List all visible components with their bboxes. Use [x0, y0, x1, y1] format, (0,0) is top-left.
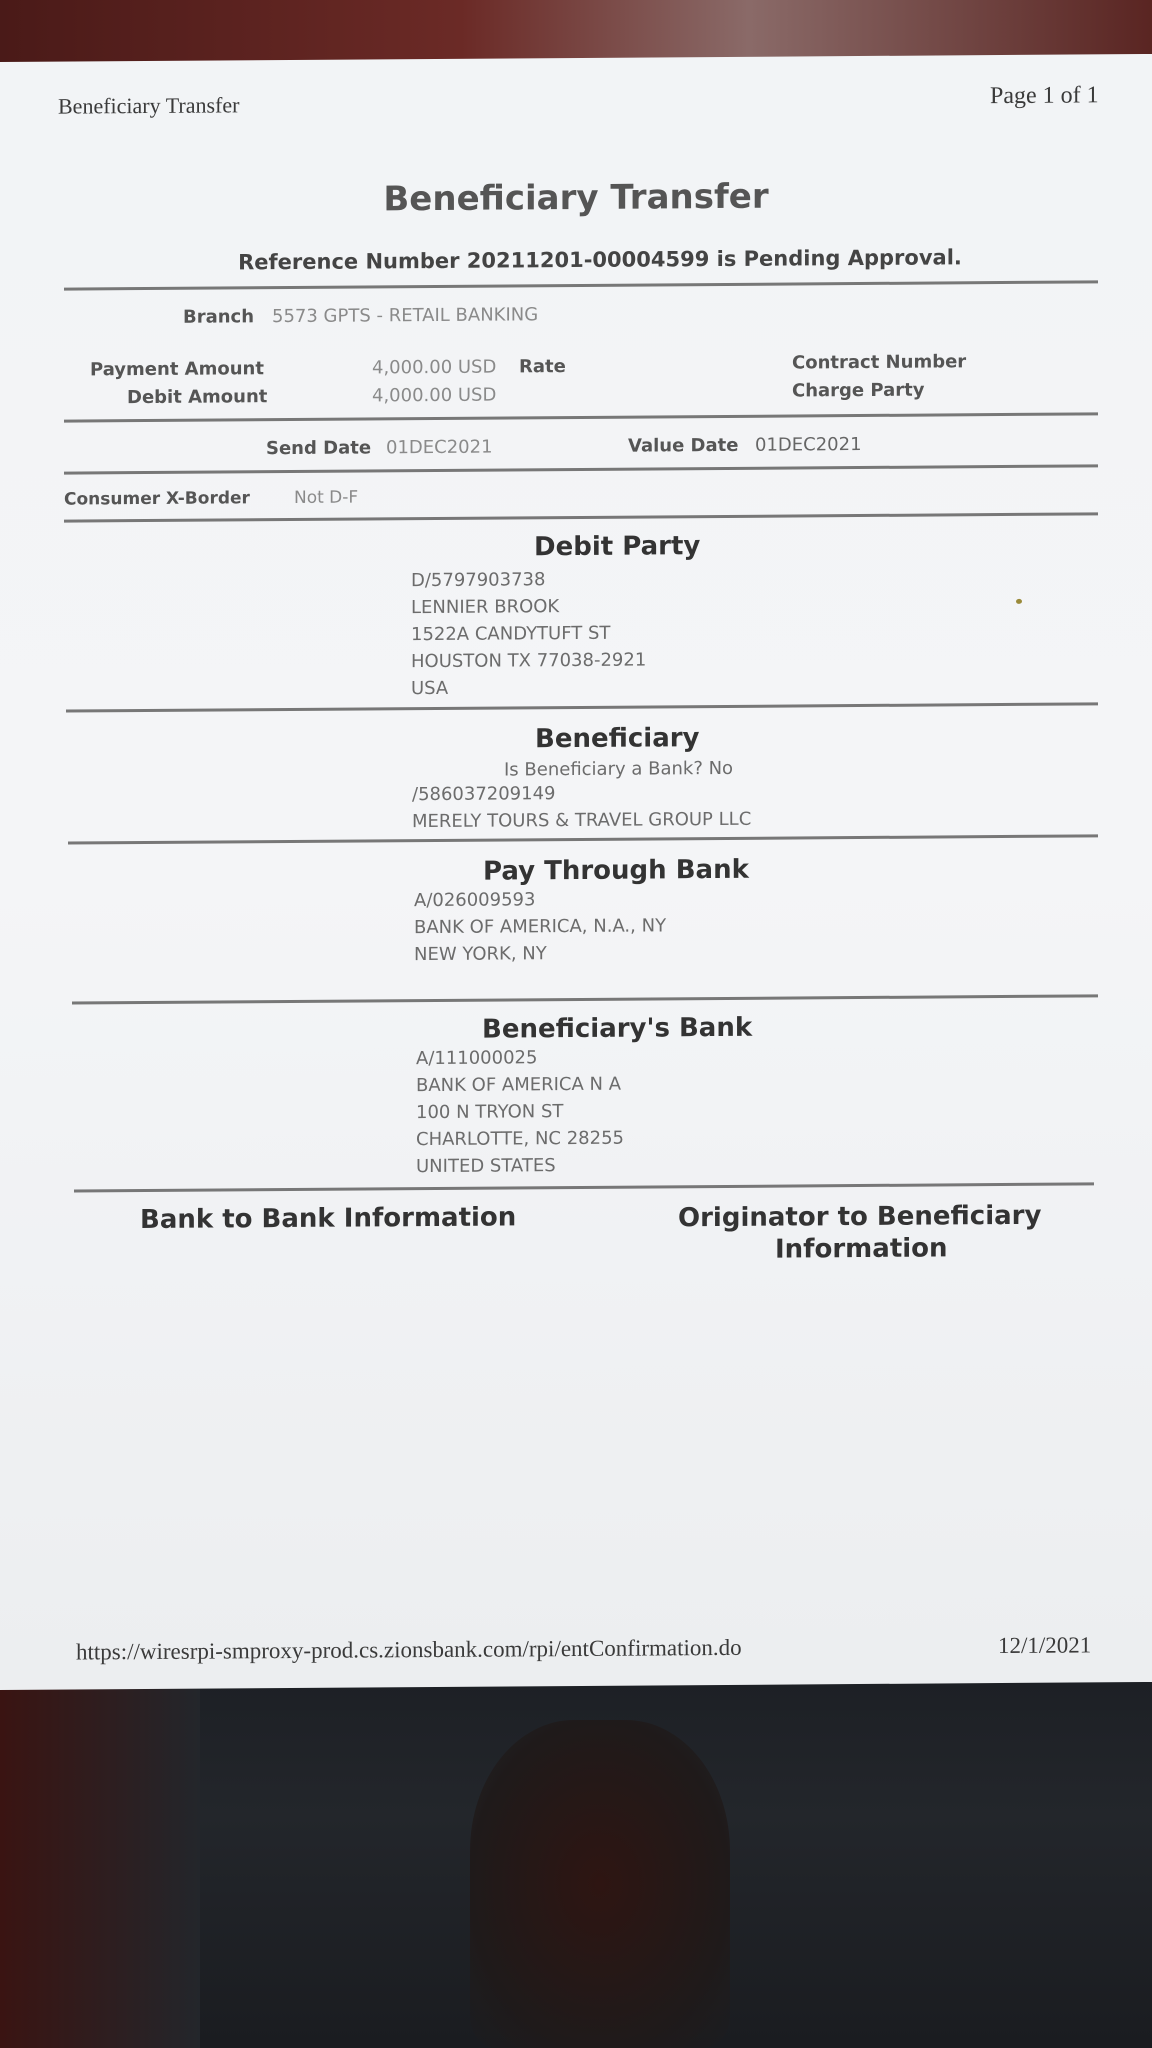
page-title: Beneficiary Transfer — [383, 176, 769, 220]
reference-status: Reference Number 20211201-00004599 is Pending Approval. — [238, 245, 962, 275]
divider — [64, 464, 1098, 474]
beneficiary-bank-line: UNITED STATES — [416, 1155, 556, 1178]
rate-label: Rate — [519, 356, 566, 378]
print-header-title: Beneficiary Transfer — [58, 92, 240, 119]
debit-amount-value: 4,000.00 USD — [372, 384, 497, 407]
value-date-label: Value Date — [628, 434, 739, 457]
beneficiary-line: MERELY TOURS & TRAVEL GROUP LLC — [412, 808, 752, 833]
divider — [74, 1182, 1094, 1192]
divider — [66, 702, 1098, 712]
pay-through-bank-line: NEW YORK, NY — [414, 943, 547, 966]
consumer-xborder-label: Consumer X-Border — [64, 488, 250, 510]
bank-to-bank-heading: Bank to Bank Information — [140, 1202, 517, 1236]
beneficiary-is-bank: Is Beneficiary a Bank? No — [504, 757, 734, 781]
beneficiary-heading: Beneficiary — [535, 723, 700, 755]
pay-through-bank-line: A/026009593 — [414, 889, 536, 912]
background-shade — [0, 1660, 200, 2048]
debit-party-line: USA — [411, 677, 449, 700]
beneficiary-bank-line: A/111000025 — [416, 1047, 538, 1070]
payment-amount-label: Payment Amount — [90, 358, 264, 381]
send-date-label: Send Date — [266, 437, 372, 460]
beneficiary-bank-details — [416, 1044, 624, 1180]
beneficiary-bank-heading: Beneficiary's Bank — [482, 1012, 753, 1045]
beneficiary-details — [412, 779, 751, 835]
consumer-xborder-value: Not D-F — [294, 487, 359, 508]
contract-number-label: Contract Number — [792, 351, 967, 374]
divider — [72, 994, 1098, 1004]
debit-party-details — [411, 566, 646, 703]
beneficiary-line: /586037209149 — [412, 783, 556, 806]
debit-party-line: 1522A CANDYTUFT ST — [411, 622, 611, 646]
print-footer-url: https://wiresrpi-smproxy-prod.cs.zionsbank.com/rpi/entConfirmation.do — [76, 1634, 742, 1665]
send-date-value: 01DEC2021 — [386, 436, 493, 459]
divider — [64, 412, 1098, 422]
beneficiary-bank-line: 100 N TRYON ST — [416, 1101, 564, 1124]
originator-to-beneficiary-heading-line2: Information — [775, 1233, 948, 1265]
payment-amount-value: 4,000.00 USD — [372, 356, 497, 379]
print-header-page: Page 1 of 1 — [990, 82, 1099, 110]
divider — [64, 512, 1098, 522]
value-date-value: 01DEC2021 — [755, 434, 862, 456]
background-bottom — [0, 1660, 1152, 2048]
branch-label: Branch — [183, 306, 255, 328]
beneficiary-bank-line: BANK OF AMERICA N A — [416, 1073, 622, 1097]
document-page — [0, 54, 1152, 1690]
debit-party-line: D/5797903738 — [411, 569, 546, 592]
pay-through-bank-details — [414, 885, 666, 968]
debit-party-heading: Debit Party — [534, 531, 701, 563]
debit-party-line: HOUSTON TX 77038-2921 — [411, 649, 647, 673]
pay-through-bank-line: BANK OF AMERICA, N.A., NY — [414, 915, 667, 939]
branch-value: 5573 GPTS - RETAIL BANKING — [272, 304, 539, 328]
debit-party-line: LENNIER BROOK — [411, 596, 560, 619]
print-footer-date: 12/1/2021 — [998, 1632, 1092, 1659]
charge-party-label: Charge Party — [792, 379, 925, 402]
debit-amount-label: Debit Amount — [127, 386, 268, 409]
beneficiary-bank-line: CHARLOTTE, NC 28255 — [416, 1127, 624, 1151]
divider — [64, 280, 1098, 290]
ink-speck — [1016, 599, 1022, 604]
background-hand — [470, 1720, 730, 2048]
pay-through-bank-heading: Pay Through Bank — [483, 854, 749, 887]
originator-to-beneficiary-heading: Originator to Beneficiary — [678, 1200, 1042, 1234]
divider — [68, 834, 1098, 844]
